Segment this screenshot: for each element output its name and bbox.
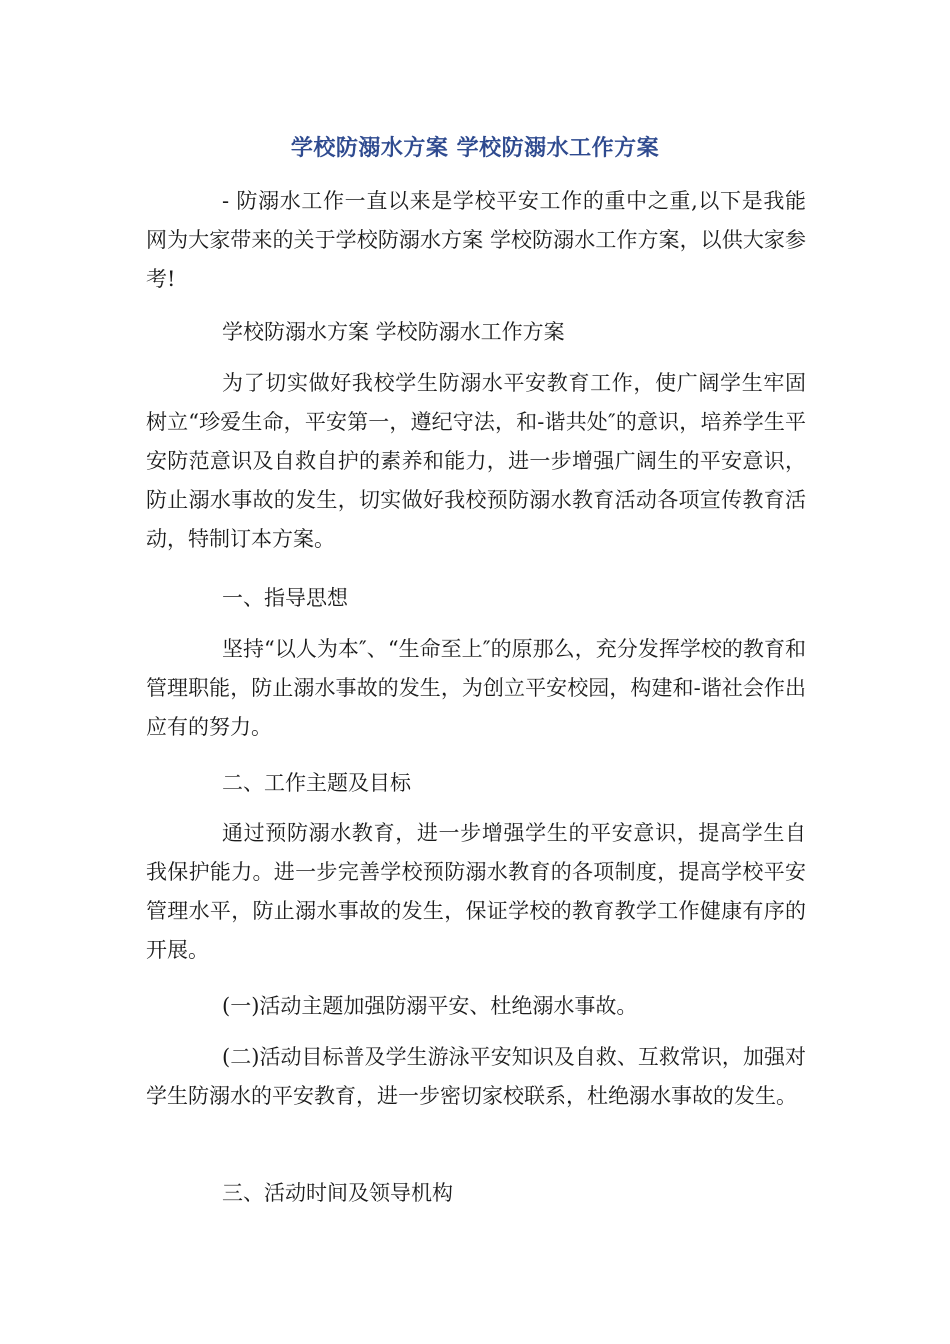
guiding-thought-paragraph: 坚持“以人为本″、“生命至上″的原那么，充分发挥学校的教育和管理职能，防止溺水事故的发生，为创立平安校园，构建和-谐社会作出应有的努力。 bbox=[146, 637, 806, 739]
section-heading-guiding-thought: 一、指导思想 bbox=[222, 586, 348, 610]
subtitle-paragraph: 学校防溺水方案 学校防溺水工作方案 bbox=[222, 320, 565, 344]
activity-theme-paragraph: (一)活动主题加强防溺平安、杜绝溺水事故。 bbox=[222, 994, 638, 1018]
section-heading-theme-goals: 二、工作主题及目标 bbox=[222, 771, 411, 795]
purpose-paragraph: 为了切实做好我校学生防溺水平安教育工作，使广阔学生牢固树立“珍爱生命，平安第一，遵纪守法，和-谐共处″的意识，培养学生平安防范意识及自救自护的素养和能力，进一步增强广阔生的平安意识，防止溺水事故的发生，切实做好我校预防溺水教育活动各项宣传教育活动，特制订本方案。 bbox=[146, 371, 806, 551]
activity-goal-paragraph: (二)活动目标普及学生游泳平安知识及自救、互救常识，加强对学生防溺水的平安教育，进一步密切家校联系，杜绝溺水事故的发生。 bbox=[146, 1045, 806, 1108]
section-heading-time-leadership: 三、活动时间及领导机构 bbox=[222, 1181, 453, 1205]
intro-paragraph: - 防溺水工作一直以来是学校平安工作的重中之重,以下是我能网为大家带来的关于学校防溺水方案 学校防溺水工作方案，以供大家参考! bbox=[146, 189, 806, 291]
document-title: 学校防溺水方案 学校防溺水工作方案 bbox=[290, 136, 660, 161]
theme-goals-paragraph: 通过预防溺水教育，进一步增强学生的平安意识，提高学生自我保护能力。进一步完善学校预防溺水教育的各项制度，提高学校平安管理水平，防止溺水事故的发生，保证学校的教育教学工作健康有序的开展。 bbox=[146, 821, 806, 962]
